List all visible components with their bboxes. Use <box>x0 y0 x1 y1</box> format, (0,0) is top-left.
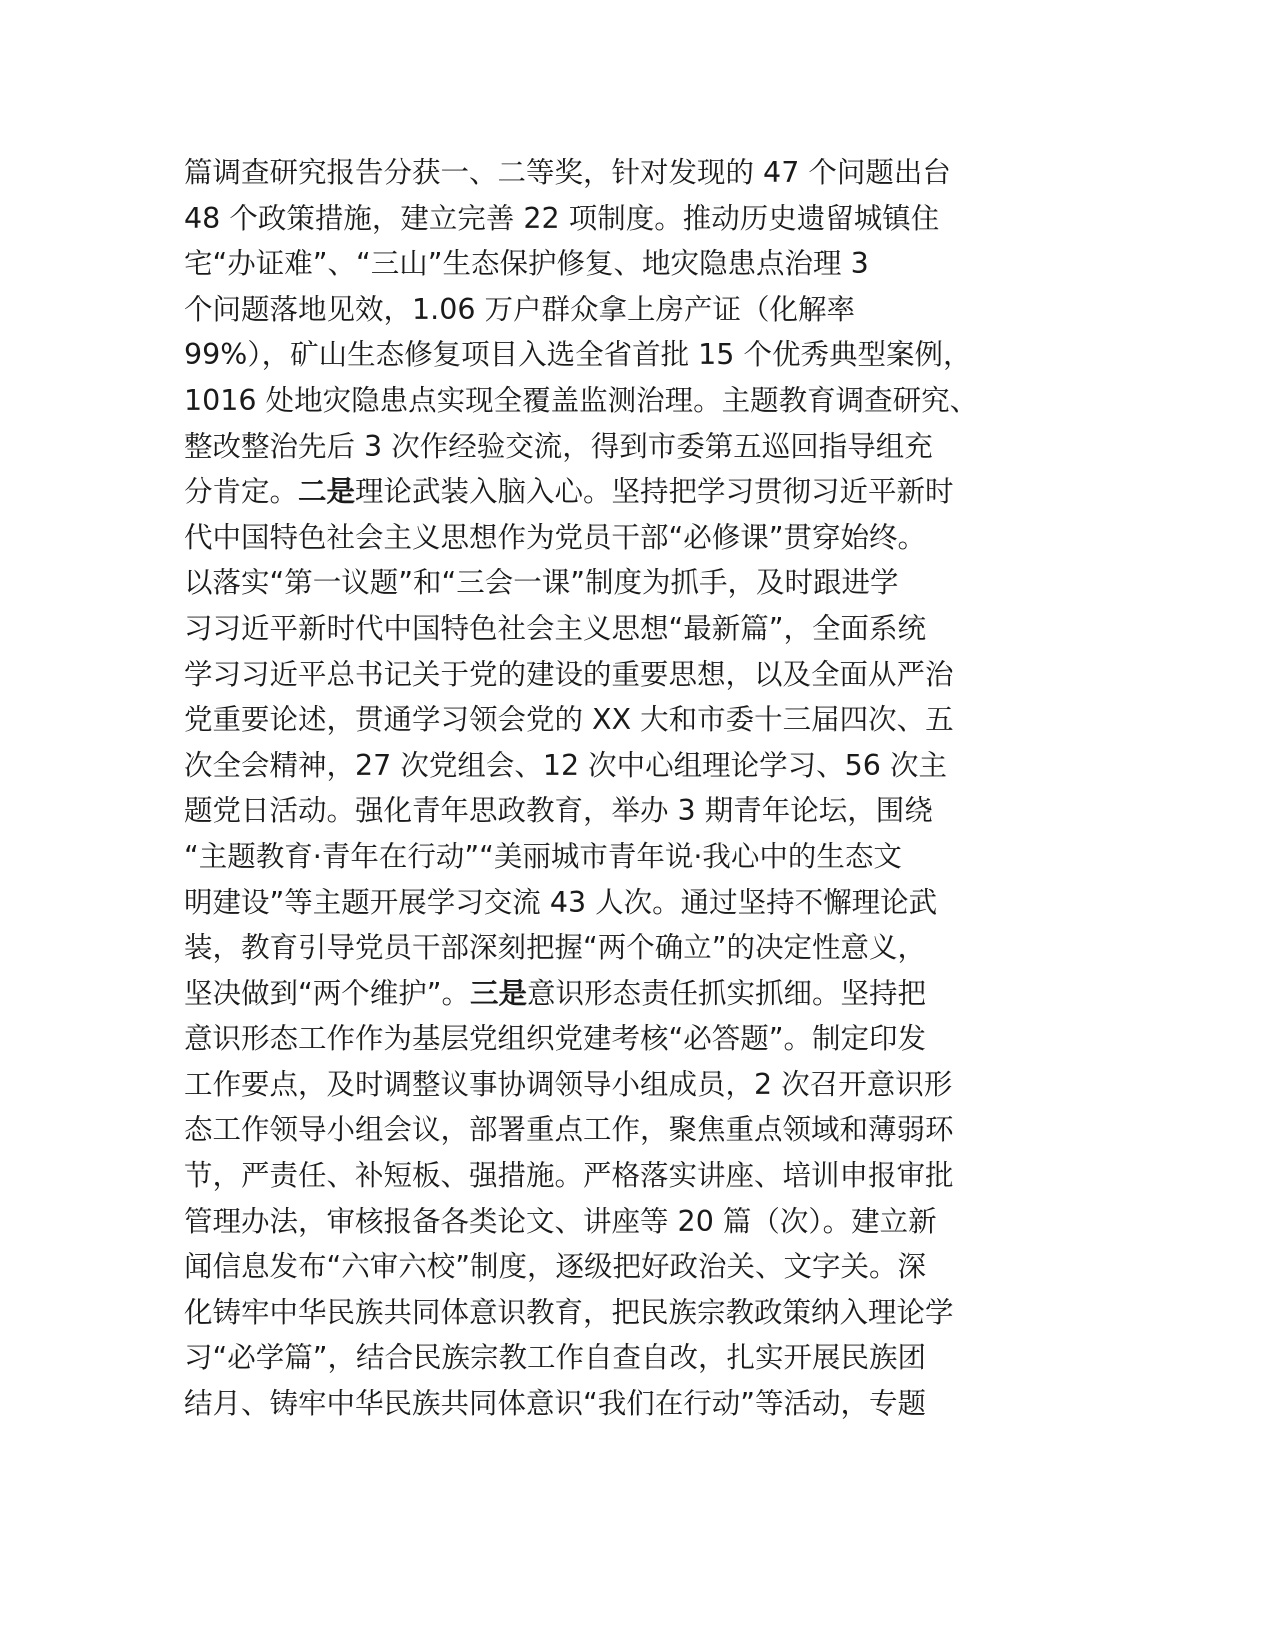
text-segment: 48 个政策措施，建立完善 22 项制度。推动历史遗留城镇住 <box>184 201 940 235</box>
text-line <box>184 515 1084 561</box>
text-segment: 态工作领导小组会议，部署重点工作，聚焦重点领域和薄弱环 <box>184 1113 954 1147</box>
text-segment: 结月、铸牢中华民族共同体意识“我们在行动”等活动，专题 <box>184 1387 927 1421</box>
text-segment: 意识形态责任抓实抓细。坚持把 <box>527 976 927 1010</box>
text-segment: 化铸牢中华民族共同体意识教育，把民族宗教政策纳入理论学 <box>184 1295 954 1329</box>
text-line <box>184 606 1084 652</box>
text-segment: 工作要点，及时调整议事协调领导小组成员，2 次召开意识形 <box>184 1067 953 1101</box>
text-line <box>184 1335 1084 1381</box>
text-line <box>184 560 1084 606</box>
text-line <box>184 1290 1084 1336</box>
text-segment: 明建设”等主题开展学习交流 43 人次。通过坚持不懈理论武 <box>184 885 938 919</box>
text-line <box>184 1062 1084 1108</box>
text-line <box>184 1107 1084 1153</box>
body-text <box>184 150 1084 1427</box>
text-segment: 个问题落地见效，1.06 万户群众拿上房产证（化解率 <box>184 292 856 326</box>
text-segment: 1016 处地灾隐患点实现全覆盖监测治理。主题教育调查研究、 <box>184 383 979 417</box>
text-line <box>184 743 1084 789</box>
text-line <box>184 424 1084 470</box>
text-line <box>184 469 1084 515</box>
text-line <box>184 971 1084 1017</box>
text-line <box>184 834 1084 880</box>
text-line <box>184 697 1084 743</box>
text-line <box>184 332 1084 378</box>
text-line <box>184 150 1084 196</box>
text-line <box>184 925 1084 971</box>
text-segment: 整改整治先后 3 次作经验交流，得到市委第五巡回指导组充 <box>184 429 933 463</box>
text-line <box>184 1153 1084 1199</box>
bold-marker: 三是 <box>470 976 528 1010</box>
text-segment: 学习习近平总书记关于党的建设的重要思想，以及全面从严治 <box>184 657 954 691</box>
text-line <box>184 788 1084 834</box>
text-segment: 宅“办证难”、“三山”生态保护修复、地灾隐患点治理 3 <box>184 247 869 281</box>
text-line <box>184 1199 1084 1245</box>
text-segment: 习习近平新时代中国特色社会主义思想“最新篇”，全面系统 <box>184 611 927 645</box>
text-line <box>184 1381 1084 1427</box>
text-segment: 以落实“第一议题”和“三会一课”制度为抓手，及时跟进学 <box>184 566 899 600</box>
text-segment: 99%），矿山生态修复项目入选全省首批 15 个优秀典型案例， <box>184 338 972 372</box>
text-segment: 党重要论述，贯通学习领会党的 XX 大和市委十三届四次、五 <box>184 703 954 737</box>
text-segment: 坚决做到“两个维护”。 <box>184 976 471 1010</box>
text-line <box>184 241 1084 287</box>
text-segment: 次全会精神，27 次党组会、12 次中心组理论学习、56 次主 <box>184 748 947 782</box>
text-segment: 篇调查研究报告分获一、二等奖，针对发现的 47 个问题出台 <box>184 156 951 189</box>
text-segment: 节，严责任、补短板、强措施。严格落实讲座、培训申报审批 <box>184 1159 954 1193</box>
text-segment: 题党日活动。强化青年思政教育，举办 3 期青年论坛，围绕 <box>184 794 933 828</box>
text-line <box>184 652 1084 698</box>
text-segment: 管理办法，审核报备各类论文、讲座等 20 篇（次）。建立新 <box>184 1204 937 1238</box>
text-segment: 代中国特色社会主义思想作为党员干部“必修课”贯穿始终。 <box>184 520 927 554</box>
text-segment: 理论武装入脑入心。坚持把学习贯彻习近平新时 <box>355 475 954 509</box>
text-segment: 习“必学篇”，结合民族宗教工作自查自改，扎实开展民族团 <box>184 1341 927 1375</box>
text-line <box>184 1244 1084 1290</box>
text-segment: 意识形态工作作为基层党组织党建考核“必答题”。制定印发 <box>184 1022 927 1056</box>
text-line <box>184 378 1084 424</box>
text-segment: 装，教育引导党员干部深刻把握“两个确立”的决定性意义， <box>184 931 927 965</box>
text-line <box>184 287 1084 333</box>
text-line <box>184 1016 1084 1062</box>
bold-marker: 二是 <box>298 475 356 509</box>
text-segment: “主题教育·青年在行动”“美丽城市青年说·我心中的生态文 <box>184 839 902 873</box>
text-segment: 闻信息发布“六审六校”制度，逐级把好政治关、文字关。深 <box>184 1250 927 1284</box>
text-segment: 分肯定。 <box>184 475 299 509</box>
text-line <box>184 880 1084 926</box>
text-line <box>184 196 1084 242</box>
